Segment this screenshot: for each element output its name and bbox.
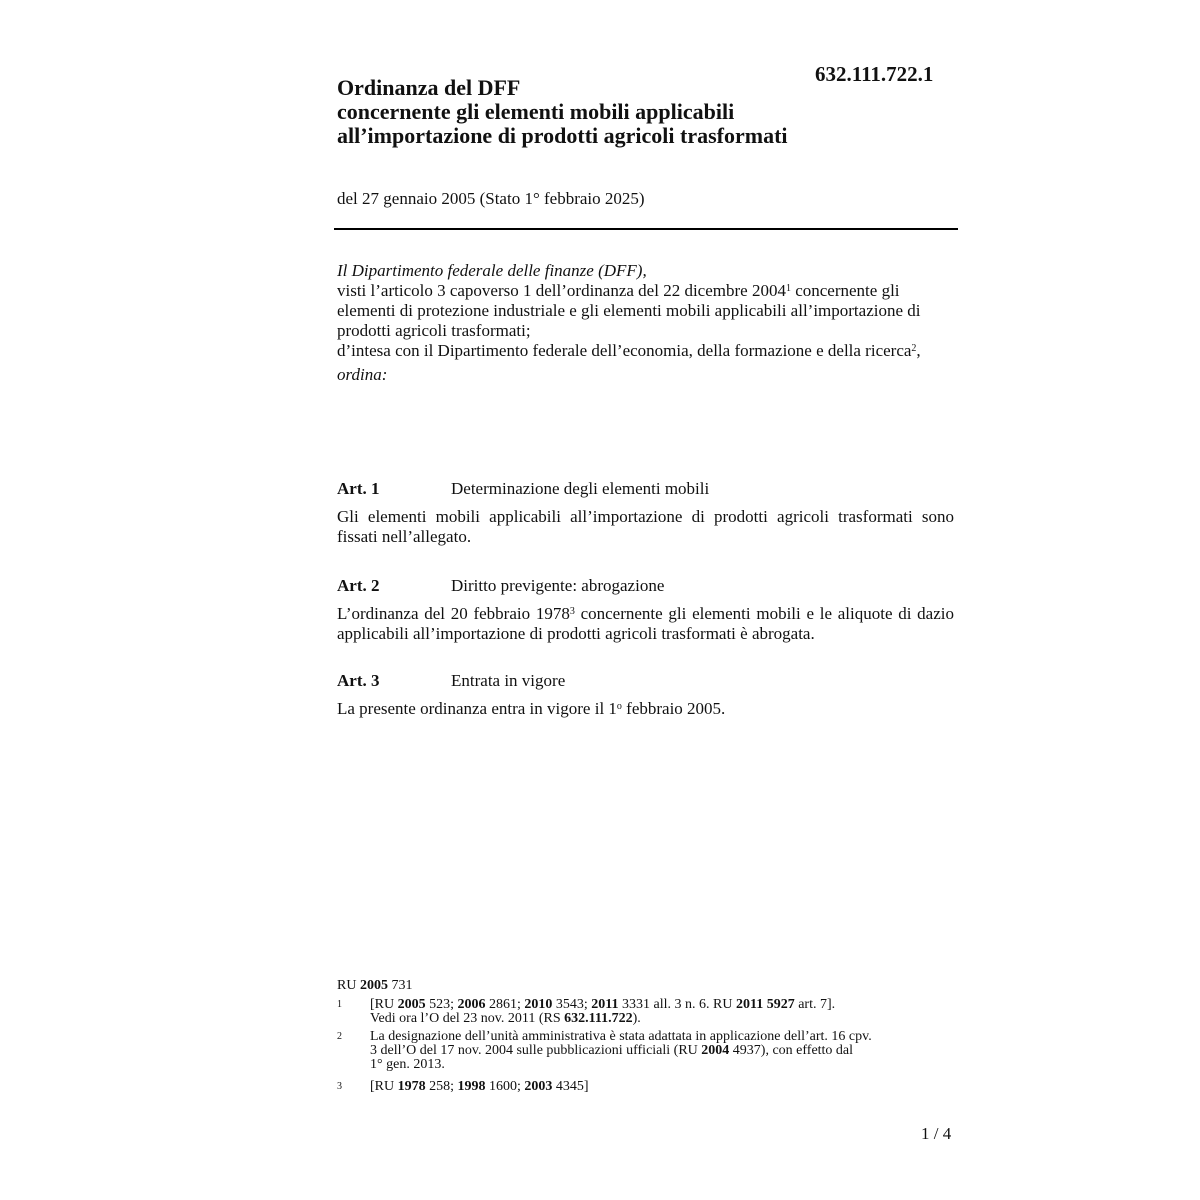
title-line: all’importazione di prodotti agricoli trasformati [337, 123, 788, 148]
footnote-ref[interactable]: 3 [569, 606, 575, 617]
title-line: concernente gli elementi mobili applicabili [337, 99, 735, 124]
article-heading: Entrata in vigore [451, 671, 566, 690]
preamble-visti: visti l’articolo 3 capoverso 1 dell’ordinanza del 22 dicembre 2004$^1$ concernente gli elementi di protezione industriale e gli elementi mobili applicabili all’importazione di prodotti agricoli trasformati; [337, 281, 921, 340]
footnote: 3 [RU 1978 258; 1998 1600; 2003 4345] [337, 1079, 589, 1094]
preamble-authority: Il Dipartimento federale delle finanze (DFF), [337, 261, 647, 280]
preamble-intesa: d’intesa con il Dipartimento federale dell’economia, della formazione e della ricerca$^2$, [337, 341, 921, 360]
document-title [337, 76, 937, 148]
sr-number: 632.111.722.1 [815, 62, 934, 86]
preamble [337, 261, 954, 385]
preamble-ordina: ordina: [337, 365, 388, 384]
header-rule [334, 228, 958, 230]
article [337, 671, 954, 719]
article-text: La presente ordinanza entra in vigore il 1$^o$ febbraio 2005. [337, 699, 726, 718]
title-line: Ordinanza del DFF [337, 75, 521, 100]
article-number: Art. 1 [337, 479, 380, 498]
article-number: Art. 3 [337, 671, 380, 690]
article-text: L’ordinanza del 20 febbraio 1978$^3$ concernente gli elementi mobili e le aliquote di dazio applicabili all’importazione di prodotti agricoli trasformati è abrogata. [337, 604, 955, 643]
footnote-ref[interactable]: 2 [911, 343, 917, 354]
article-heading: Diritto previgente: abrogazione [451, 576, 665, 595]
footnote: 2 La designazione dell’unità amministrativa è stata adattata in applicazione dell’art. 16 cpv. 3 dell’O del 17 nov. 2004 sulle pubblicazioni ufficiali (RU 2004 4937), con effetto dal 1° gen. 2013. [337, 1029, 872, 1072]
article [337, 576, 954, 644]
footnote-mark: 1 [337, 999, 342, 1010]
footnote: 1 [RU 2005 523; 2006 2861; 2010 3543; 2011 3331 all. 3 n. 6. RU 2011 5927 art. 7]. Vedi ora l’O del 23 nov. 2011 (RS 632.111.722). [337, 997, 836, 1026]
footnote-ref[interactable]: 1 [785, 283, 791, 294]
footnote-mark: 3 [337, 1081, 342, 1092]
article [337, 479, 954, 547]
article-text: Gli elementi mobili applicabili all’importazione di prodotti agricoli trasformati sono fissati nell’allegato. [337, 507, 954, 546]
date-line: del 27 gennaio 2005 (Stato 1° febbraio 2025) [337, 189, 645, 208]
footnote-mark: 2 [337, 1031, 342, 1042]
article-heading: Determinazione degli elementi mobili [451, 479, 710, 498]
page-number: 1 / 4 [921, 1124, 952, 1143]
ru-reference: RU 2005 731 [337, 978, 413, 993]
article-number: Art. 2 [337, 576, 380, 595]
